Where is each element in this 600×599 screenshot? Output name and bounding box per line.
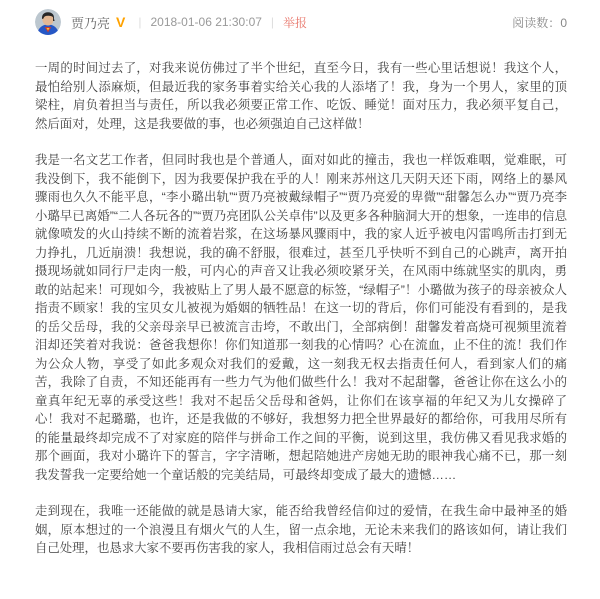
post-body (35, 59, 567, 558)
report-link[interactable]: 举报 (283, 15, 308, 30)
read-count-label: 阅读数： (512, 15, 561, 30)
post-paragraph: 走到现在，我唯一还能做的就是恳请大家，能否给我曾经信仰过的爱情，在我生命中最神圣的婚姻，原本想过的一个浪漫且有烟火气的人生，留一点余地，无论未来我们的路该如何，请让我们自己处理，也恳求大家不要再伤害我的家人，我相信雨过总会有天晴！ (35, 504, 567, 555)
username[interactable]: 贾乃亮 (71, 15, 111, 31)
header-divider: | (138, 15, 142, 29)
read-count-value: 0 (560, 15, 567, 30)
post-header (35, 7, 567, 37)
post-paragraph: 一周的时间过去了，对我来说仿佛过了半个世纪，直至今日，我有一些心里话想说！我这个人，最怕给别人添麻烦，但最近我的家务事着实给关心我的人添堵了！我，身为一个男人，家里的顶梁柱，肩负着担当与责任，所以我必须要正常工作、吃饭、睡觉！面对压力，我必须平复自己，然后面对，处理，这是我要做的事，也必须强迫自己这样做！ (35, 61, 567, 131)
read-count (512, 14, 567, 31)
post-timestamp: 2018-01-06 21:30:07 (150, 15, 262, 29)
avatar-image-icon (35, 9, 61, 35)
post-paragraph: 我是一名文艺工作者，但同时我也是个普通人，面对如此的撞击，我也一样饭难咽，觉难眠，可我没倒下，我不能倒下，因为我要保护我在乎的人！刚来苏州这几天阴天还下雨，网络上的暴风骤雨也久久不能平息，“李小璐出轨”“贾乃亮被戴绿帽子”“贾乃亮爱的卑微”“甜馨怎么办”“贾乃亮李小璐早已离婚”“二人各玩各的”“贾乃亮团队公关卓伟”以及更多各种脑洞大开的想象，一连串的信息就像喷发的火山持续不断的流着岩浆，在这场暴风骤雨中，我的家人近乎被电闪雷鸣所击打到无力挣扎，几近崩溃！我想说，我的确不舒服，很难过，甚至几乎快听不到自己的心跳声，离开拍摄现场就如同行尸走肉一般，可内心的声音又让我必须咬紧牙关，在风雨中练就坚实的肌肉，勇敢的站起来！可现如今，我被贴上了男人最不愿意的标签，“绿帽子”！小璐做为孩子的母亲被众人指责不顾家！我的宝贝女儿被视为婚姻的牺牲品！在这一切的背后，你们可能没有看到的，是我的岳父岳母，我的父亲母亲早已被流言击垮，不敢出门，全部病倒！甜馨发着高烧可视频里流着泪却还笑着对我说：爸爸我想你！你们知道那一刻我的心情吗？心在流血，止不住的流！我们作为公众人物，享受了如此多观众对我们的爱戴，这一刻我无权去指责任何人，看到家人们的痛苦，我除了自责，不知还能再有一些力气为他们做些什么！我对不起甜馨，爸爸让你在这么小的童真年纪无辜的承受这些！我对不起岳父岳母和爸妈，让你们在该享福的年纪又为儿女操碎了心！我对不起璐璐，也许，还是我做的不够好，我想努力把全世界最好的都给你，可我用尽所有的能量最终却完成不了对家庭的陪伴与拼命工作之间的平衡，说到这里，我仿佛又看见我求婚的那个画面，我对小璐许下的誓言，字字清晰，想起陪她进产房她无助的眼神我心痛不已，那一刻我发誓我一定要给她一个童话般的完美结局，可最终却变成了最大的遗憾…… (35, 153, 567, 482)
verified-v-icon[interactable]: V (116, 14, 126, 30)
header-divider: | (270, 15, 275, 29)
user-avatar[interactable] (35, 9, 61, 35)
